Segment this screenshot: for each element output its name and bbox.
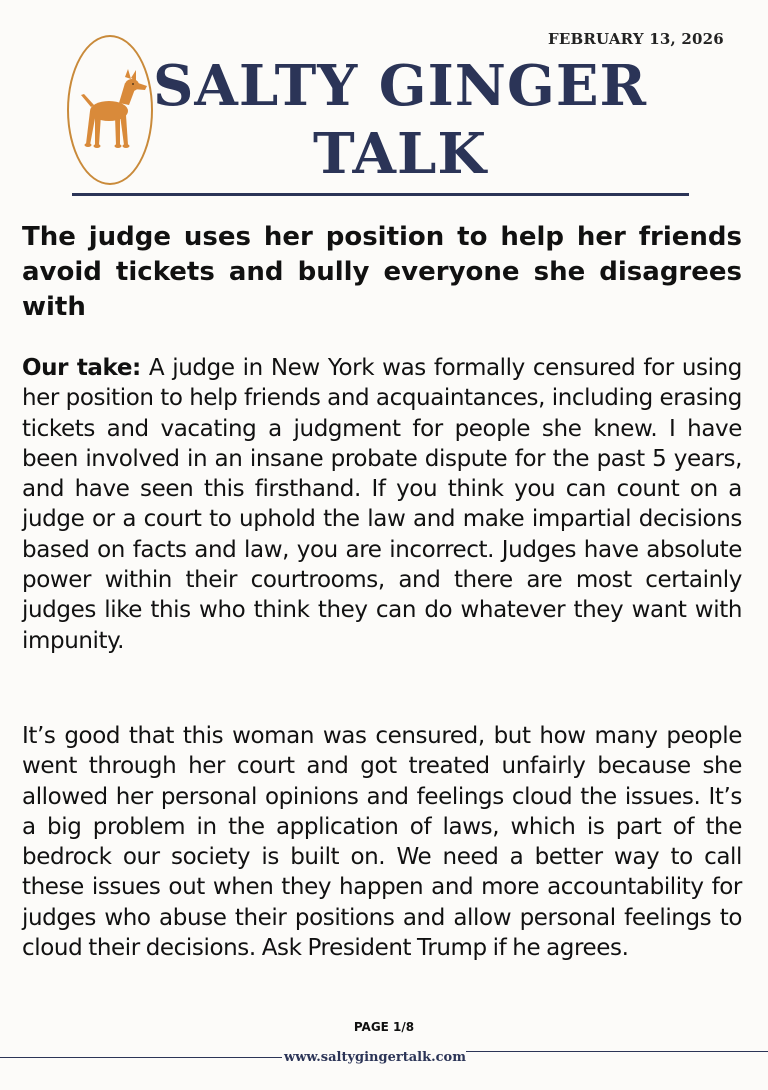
lead-label: Our take: <box>22 355 141 381</box>
footer-divider-left <box>0 1057 282 1058</box>
issue-date: FEBRUARY 13, 2026 <box>548 30 724 48</box>
logo <box>67 35 153 185</box>
article-paragraph-1 <box>22 353 742 656</box>
dog-icon <box>75 69 147 153</box>
article-headline: The judge uses her position to help her friends avoid tickets and bully everyone she disagrees with <box>22 222 742 322</box>
masthead-line-2: TALK <box>312 121 488 187</box>
article-paragraph-2: It’s good that this woman was censured, but how many people went through her court and got treated unfairly because she allowed her personal opinions and feelings cloud the issues. It’s a big problem in the application of laws, which is part of the bedrock our society is built on. We need a better way to call these issues out when they happen and more accountability for judges who abuse their positions and allow personal feelings to cloud their decisions. Ask President Trump if he agrees. <box>22 723 742 962</box>
header-divider <box>72 193 689 196</box>
masthead-line-1: SALTY GINGER <box>152 53 648 119</box>
paragraph-1-text: A judge in New York was formally censured for using her position to help friends and acquaintances, including erasing tickets and vacating a judgment for people she knew. I have been involved in an insane probate dispute for the past 5 years, and have seen this firsthand. If you think you can count on a judge or a court to uphold the law and make impartial decisions based on facts and law, you are incorrect. Judges have absolute power within their courtrooms, and there are most certainly judges like this who think they can do whatever they want with impunity. <box>22 355 742 654</box>
masthead-title <box>150 52 650 188</box>
footer-divider-right <box>466 1051 768 1052</box>
page-number: PAGE 1/8 <box>353 1020 415 1034</box>
website-link[interactable]: www.saltygingertalk.com <box>284 1050 466 1065</box>
